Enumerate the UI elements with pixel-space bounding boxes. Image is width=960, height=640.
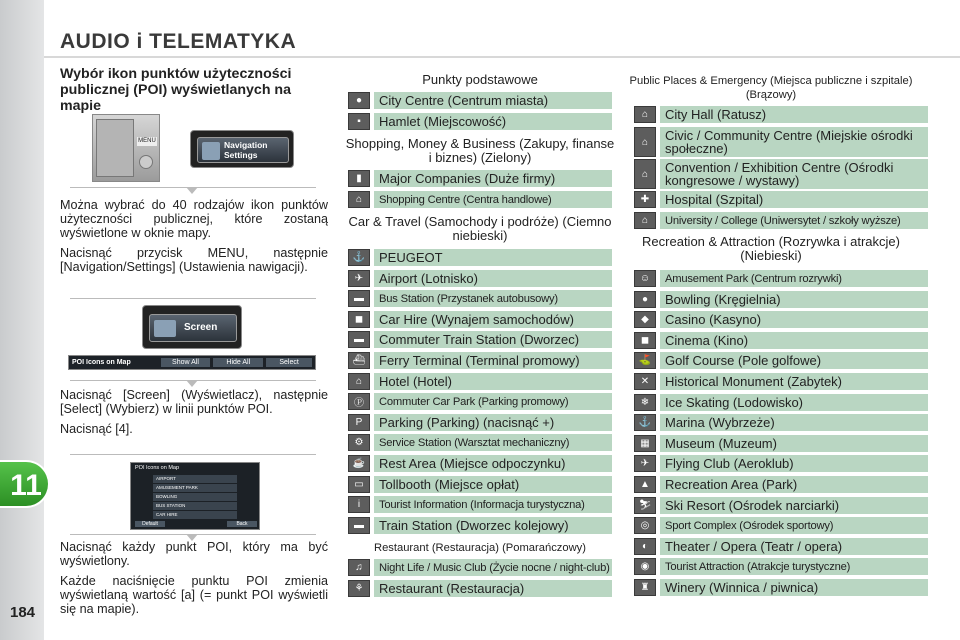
poi-label: Winery (Winnica / piwnica): [660, 579, 928, 596]
poi-label: Amusement Park (Centrum rozrywki): [660, 270, 928, 287]
poi-icon: ⚘: [348, 580, 370, 597]
poi-legend-row: [348, 270, 612, 287]
header-divider: [44, 56, 960, 58]
divider: [70, 454, 316, 455]
poi-legend-row: [634, 127, 928, 157]
poi-icon: ♫: [348, 559, 370, 576]
screenshot-navigation-button: [190, 130, 294, 168]
poi-legend-row: [348, 455, 612, 472]
poi-legend-row: [348, 191, 612, 208]
poi-icon: ⛳: [634, 352, 656, 369]
poi-label: Tollbooth (Miejsce opłat): [374, 476, 612, 493]
page-edge-strip: [0, 0, 44, 640]
poi-legend-row: [634, 332, 928, 349]
poi-icon: ⚙: [348, 434, 370, 451]
device-screen: [96, 119, 134, 177]
screen-label: Screen: [184, 322, 218, 333]
poi-label: Ferry Terminal (Terminal promowy): [374, 352, 612, 369]
poi-list-title: POI Icons on Map: [135, 465, 180, 471]
poi-icon: ◼: [634, 332, 656, 349]
poi-legend-row: [634, 455, 928, 472]
poi-icon: ▮: [348, 170, 370, 187]
poi-legend-row: [348, 476, 612, 493]
poi-legend-row: [634, 517, 928, 534]
poi-label: Flying Club (Aeroklub): [660, 455, 928, 472]
poi-icon: ⌂: [634, 159, 656, 189]
screenshot-menu: [92, 114, 160, 182]
poi-label: Commuter Train Station (Dworzec): [374, 331, 612, 348]
paragraph-intro: [60, 198, 328, 280]
navigation-icon: [202, 142, 220, 160]
poi-label: Parking (Parking) (nacisnąć +): [374, 414, 612, 431]
poi-label: Restaurant (Restauracja): [374, 580, 612, 597]
poi-legend-row: [348, 331, 612, 348]
poi-icon: ⛴: [348, 352, 370, 369]
poi-icon: ⌂: [348, 191, 370, 208]
text-para1a: Można wybrać do 40 rodzajów ikon punktów użyteczności publicznej, które zostaną wyświetlone w oknie mapy.: [60, 198, 328, 240]
poi-label: City Hall (Ratusz): [660, 106, 928, 123]
page-header: AUDIO i TELEMATYKA: [60, 30, 297, 53]
poi-list-row: BOWLING: [153, 493, 237, 501]
poi-icon: ⚓: [348, 249, 370, 266]
poi-legend-row: [634, 394, 928, 411]
screen-button: [149, 314, 237, 342]
category-heading: Public Places & Emergency (Miejsca publiczne i szpitale) (Brązowy): [629, 75, 913, 101]
poi-label: Cinema (Kino): [660, 332, 928, 349]
poi-icon: ✚: [634, 191, 656, 208]
poi-label: Casino (Kasyno): [660, 311, 928, 328]
poi-legend-row: [348, 113, 612, 130]
poi-label: Ice Skating (Lodowisko): [660, 394, 928, 411]
poi-legend-row: [348, 311, 612, 328]
show-all-button: Show All: [161, 358, 211, 367]
poi-label: Convention / Exhibition Centre (Ośrodki kongresowe / wystawy): [660, 159, 928, 189]
poi-bar-title: POI Icons on Map: [72, 359, 131, 366]
poi-list-row: CAR HIRE: [153, 511, 237, 519]
poi-legend-row: [634, 270, 928, 287]
poi-label: Tourist Attraction (Atrakcje turystyczne): [660, 558, 928, 575]
category-heading: Recreation & Attraction (Rozrywka i atrakcje) (Niebieski): [642, 234, 900, 263]
poi-icon: ◉: [634, 558, 656, 575]
poi-label: University / College (Uniwersytet / szkoły wyższe): [660, 212, 928, 229]
text-para2a: Nacisnąć [Screen] (Wyświetlacz), następnie [Select] (Wybierz) w linii punktów POI.: [60, 388, 328, 416]
poi-label: Night Life / Music Club (Życie nocne / night-club): [374, 559, 612, 576]
poi-icon: ▲: [634, 476, 656, 493]
poi-icon: ◆: [634, 311, 656, 328]
poi-legend-row: [634, 311, 928, 328]
poi-list-row: BUS STATION: [153, 502, 237, 510]
back-button: Back: [227, 521, 257, 527]
poi-icon: ●: [634, 291, 656, 308]
navigation-settings-button: [197, 137, 289, 163]
poi-label: Hamlet (Miejscowość): [374, 113, 612, 130]
poi-icon: P: [348, 414, 370, 431]
poi-label: Hospital (Szpital): [660, 191, 928, 208]
poi-label: Car Hire (Wynajem samochodów): [374, 311, 612, 328]
poi-legend-row: [634, 291, 928, 308]
poi-legend-row: [348, 170, 612, 187]
poi-label: Bowling (Kręgielnia): [660, 291, 928, 308]
poi-legend-row: [348, 414, 612, 431]
poi-label: Theater / Opera (Teatr / opera): [660, 538, 928, 555]
poi-label: Airport (Lotnisko): [374, 270, 612, 287]
poi-legend-row: [634, 106, 928, 123]
divider: [70, 298, 316, 299]
poi-icon: i: [348, 496, 370, 513]
poi-label: Shopping Centre (Centra handlowe): [374, 191, 612, 208]
poi-legend-row: [634, 435, 928, 452]
screenshot-screen-button: [142, 305, 242, 349]
poi-icon: ◎: [634, 517, 656, 534]
poi-label: Museum (Muzeum): [660, 435, 928, 452]
text-para3b: Każde naciśnięcie punktu POI zmienia wyświetlaną wartość [a] (= punkt POI wyświetli się na mapie).: [60, 574, 328, 616]
poi-icon: ⌂: [634, 127, 656, 157]
poi-icon: ⌂: [634, 106, 656, 123]
poi-legend-row: [348, 517, 612, 534]
poi-legend-row: [634, 538, 928, 555]
poi-legend-row: [634, 159, 928, 189]
select-button: Select: [266, 358, 312, 367]
poi-label: Historical Monument (Zabytek): [660, 373, 928, 390]
chapter-tab: 11: [0, 460, 50, 508]
poi-label: Marina (Wybrzeże): [660, 414, 928, 431]
poi-label: Train Station (Dworzec kolejowy): [374, 517, 612, 534]
poi-legend-row: [634, 579, 928, 596]
poi-legend-row: [634, 558, 928, 575]
navigation-settings-label: Navigation Settings: [224, 140, 268, 160]
poi-icon: ●: [348, 92, 370, 109]
poi-icon: ⛷: [634, 497, 656, 514]
poi-legend-row: [348, 92, 612, 109]
knob-icon: [139, 155, 153, 169]
category-heading: Shopping, Money & Business (Zakupy, finanse i biznes) (Zielony): [345, 136, 615, 165]
poi-legend-row: [348, 393, 612, 410]
screenshot-poi-bar: [68, 355, 316, 370]
default-button: Default: [135, 521, 165, 527]
poi-icon: ✈: [634, 455, 656, 472]
poi-list: [153, 475, 237, 520]
poi-label: Bus Station (Przystanek autobusowy): [374, 290, 612, 307]
poi-icon: ▬: [348, 290, 370, 307]
poi-legend-row: [348, 352, 612, 369]
poi-label: Hotel (Hotel): [374, 373, 612, 390]
poi-icon: ☕: [348, 455, 370, 472]
poi-label: Civic / Community Centre (Miejskie ośrodki społeczne): [660, 127, 928, 157]
poi-label: Sport Complex (Ośrodek sportowy): [660, 517, 928, 534]
poi-legend-row: [348, 249, 612, 266]
screenshot-poi-list: [130, 462, 260, 530]
poi-icon: ⚓: [634, 414, 656, 431]
poi-legend-row: [634, 414, 928, 431]
poi-legend-row: [348, 559, 612, 576]
paragraph-screen: [60, 388, 328, 442]
poi-label: Ski Resort (Ośrodek narciarki): [660, 497, 928, 514]
poi-icon: ◐: [634, 538, 656, 555]
poi-legend-row: [348, 373, 612, 390]
poi-icon: ✕: [634, 373, 656, 390]
poi-icon: ▦: [634, 435, 656, 452]
poi-label: Service Station (Warsztat mechaniczny): [374, 434, 612, 451]
paragraph-select: [60, 540, 328, 622]
poi-label: Tourist Information (Informacja turystyczna): [374, 496, 612, 513]
poi-label: Rest Area (Miejsce odpoczynku): [374, 455, 612, 472]
poi-list-row: AIRPORT: [153, 475, 237, 483]
section-title: Wybór ikon punktów użyteczności publicznej (POI) wyświetlanych na mapie: [60, 66, 292, 114]
category-heading: Punkty podstawowe: [422, 72, 538, 87]
poi-icon: Ⓟ: [348, 393, 370, 410]
poi-label: Recreation Area (Park): [660, 476, 928, 493]
poi-label: PEUGEOT: [374, 249, 612, 266]
poi-legend-row: [634, 191, 928, 208]
poi-icon: ♜: [634, 579, 656, 596]
category-heading: Restaurant (Restauracja) (Pomarańczowy): [373, 542, 587, 554]
category-heading: Car & Travel (Samochody i podróże) (Ciemno niebieski): [348, 214, 612, 243]
menu-key: MENU: [138, 138, 156, 144]
poi-label: Major Companies (Duże firmy): [374, 170, 612, 187]
poi-legend-row: [634, 476, 928, 493]
poi-icon: ⌂: [348, 373, 370, 390]
poi-icon: ✈: [348, 270, 370, 287]
screen-icon: [154, 320, 176, 337]
page-number: 184: [10, 604, 36, 621]
poi-legend-row: [634, 497, 928, 514]
text-para1b: Nacisnąć przycisk MENU, następnie [Navigation/Settings] (Ustawienia nawigacji).: [60, 246, 328, 274]
pointer-arrow: [186, 187, 198, 194]
poi-icon: ▭: [348, 476, 370, 493]
left-column: [60, 66, 328, 114]
poi-legend-row: [348, 496, 612, 513]
text-para2b: Nacisnąć [4].: [60, 422, 133, 436]
poi-label: City Centre (Centrum miasta): [374, 92, 612, 109]
poi-icon: ▪: [348, 113, 370, 130]
text-para3a: Nacisnąć każdy punkt POI, który ma być wyświetlony.: [60, 540, 328, 568]
poi-icon: ◼: [348, 311, 370, 328]
poi-legend-row: [348, 580, 612, 597]
poi-icon: ❄: [634, 394, 656, 411]
poi-icon: ⌂: [634, 212, 656, 229]
poi-legend-row: [348, 290, 612, 307]
poi-label: Commuter Car Park (Parking promowy): [374, 393, 612, 410]
poi-legend-row: [348, 434, 612, 451]
hide-all-button: Hide All: [213, 358, 263, 367]
poi-label: Golf Course (Pole golfowe): [660, 352, 928, 369]
pointer-arrow: [186, 380, 198, 387]
poi-icon: ▬: [348, 517, 370, 534]
poi-legend-row: [634, 352, 928, 369]
poi-icon: ▬: [348, 331, 370, 348]
poi-legend-row: [634, 212, 928, 229]
poi-legend-row: [634, 373, 928, 390]
poi-list-row: AMUSEMENT PARK: [153, 484, 237, 492]
poi-icon: ☺: [634, 270, 656, 287]
